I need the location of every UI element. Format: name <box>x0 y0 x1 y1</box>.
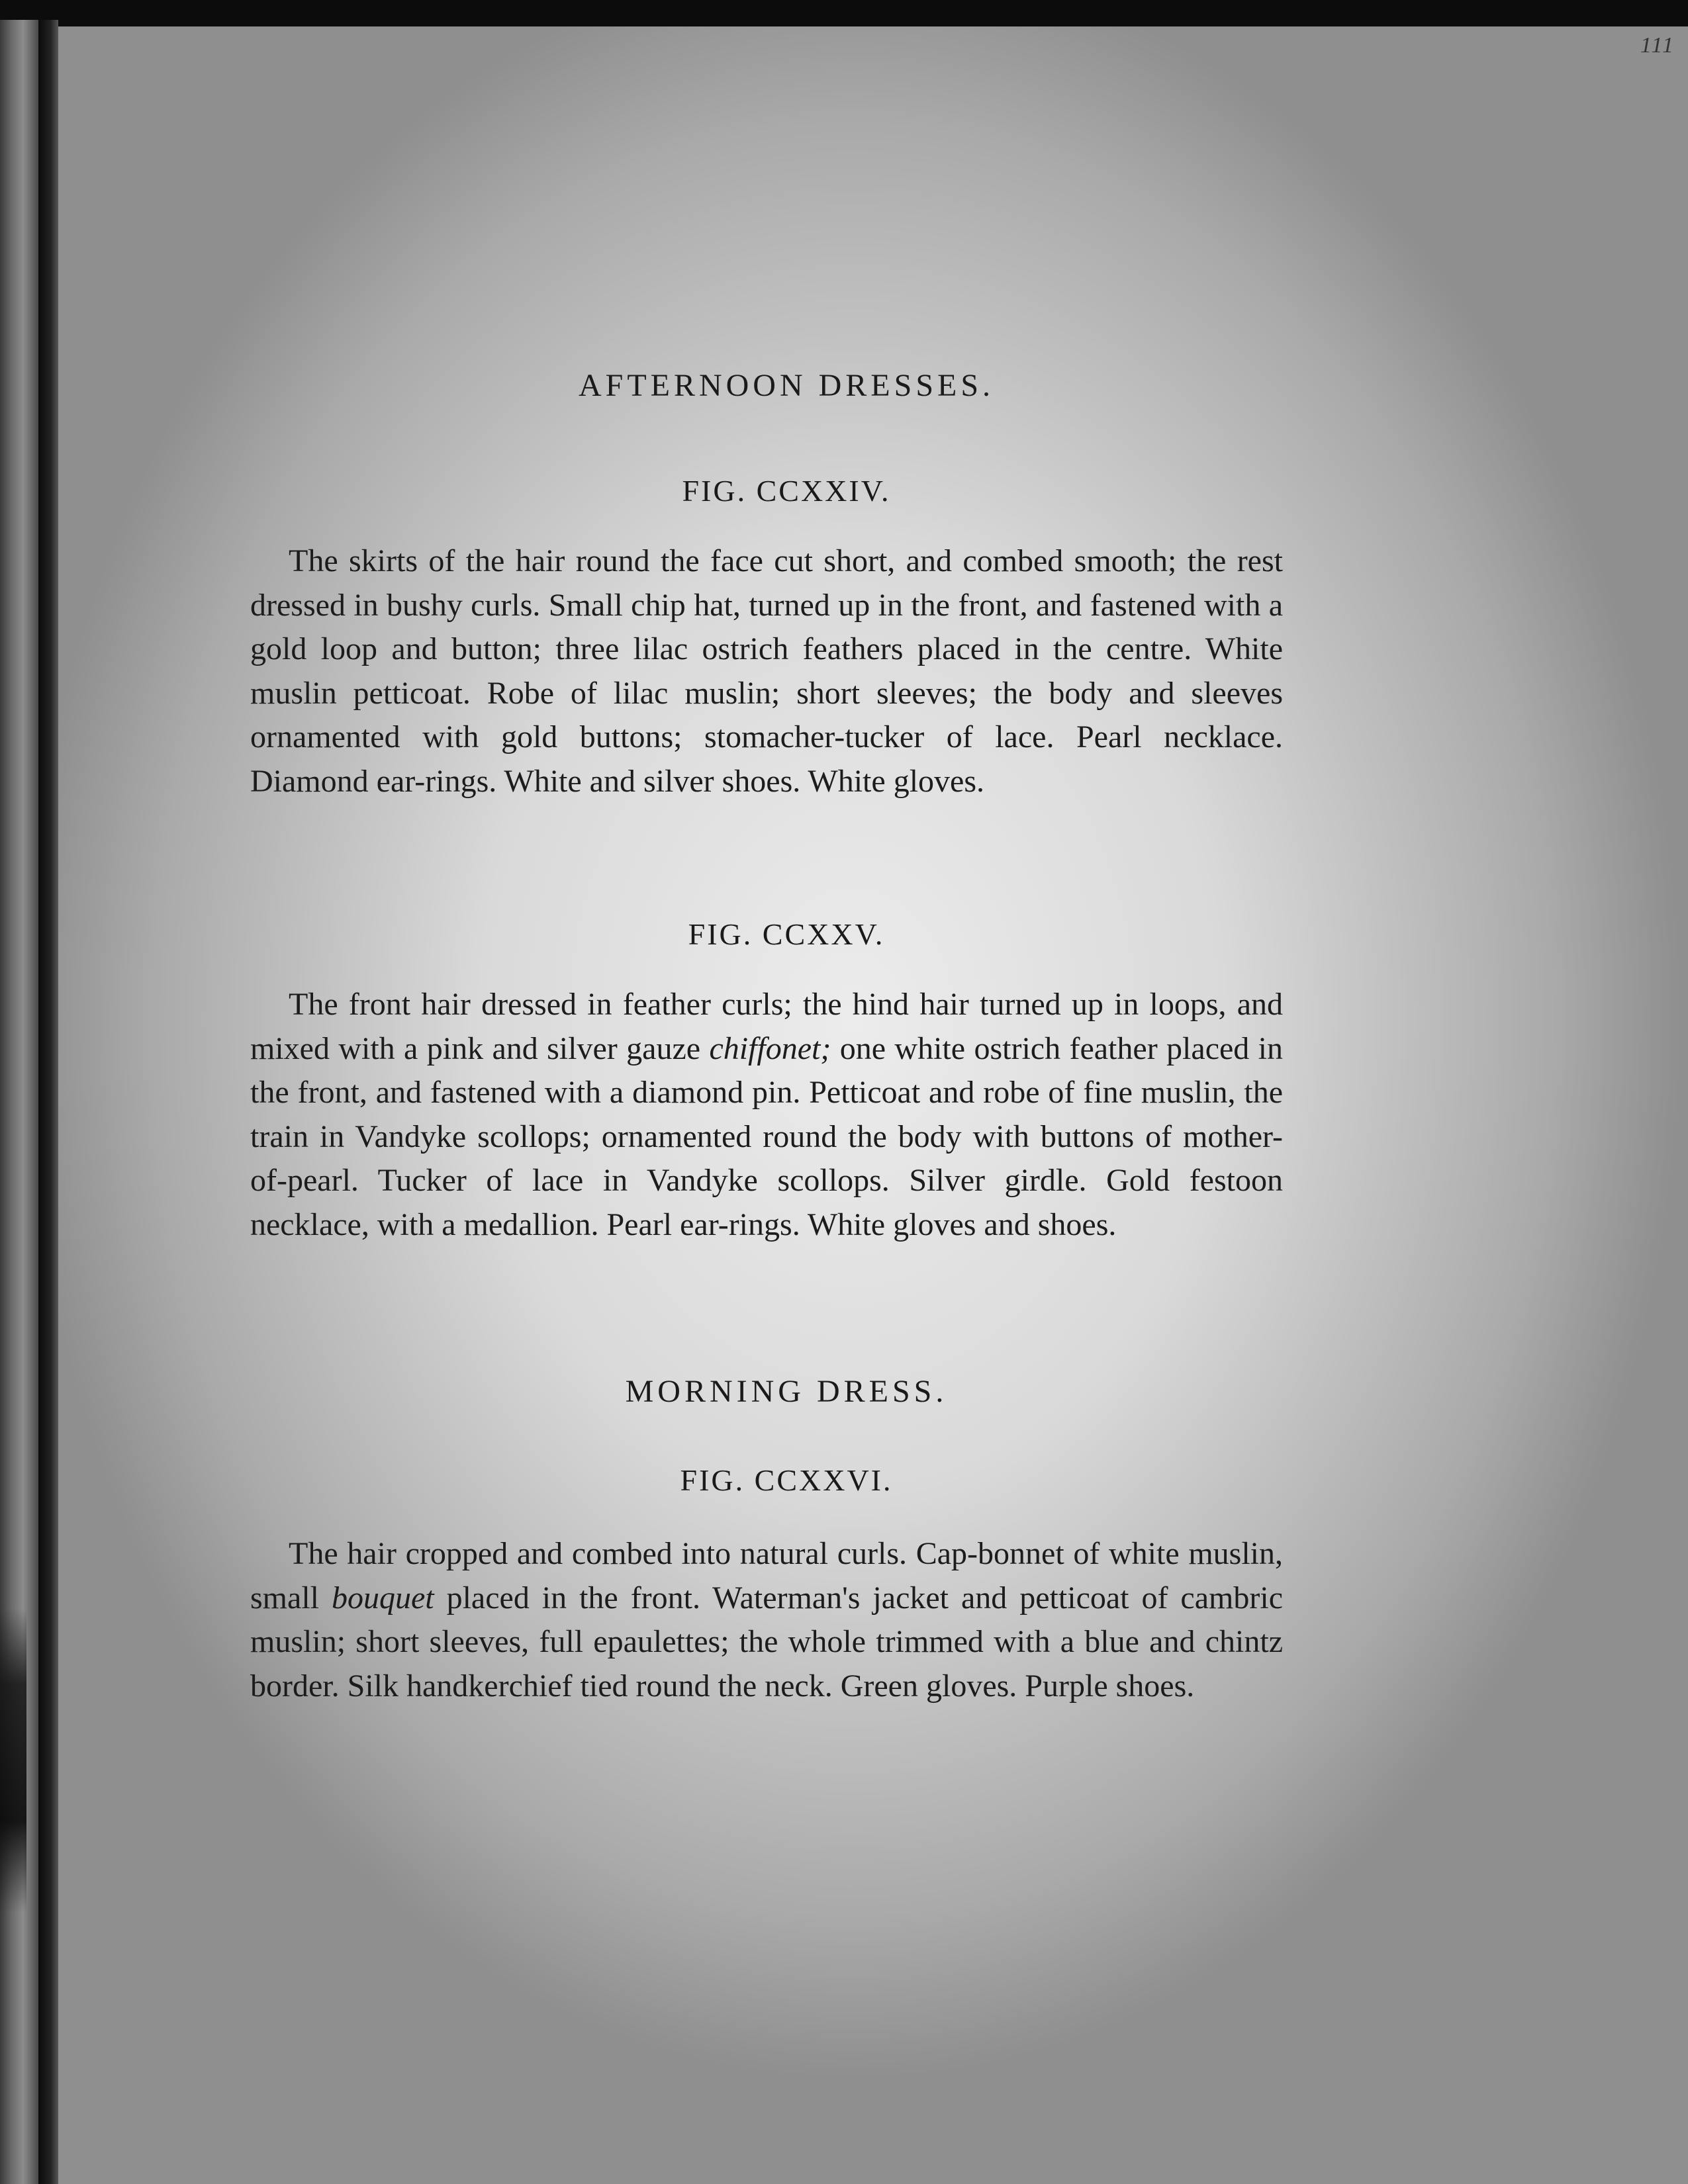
page-smudge <box>0 1608 26 1913</box>
description-text-part: The front hair dressed in feather curls; the hind hair turned up in loops, and mixed with a pink and silver gauze <box>250 987 1283 1066</box>
book-spine-gap <box>38 20 58 2184</box>
figure-label-ccxxv: FIG. CCXXV. <box>688 917 885 951</box>
italic-term-chiffonet: chiffonet; <box>709 1030 831 1066</box>
figure-label-ccxxvi: FIG. CCXXVI. <box>680 1463 893 1497</box>
page-number: 111 <box>1640 33 1675 58</box>
figure-label-ccxxiv: FIG. CCXXIV. <box>682 474 891 508</box>
book-page <box>58 26 1688 2184</box>
figure-description-ccxxvi <box>250 1532 1283 1708</box>
description-text-part: one white ostrich feather placed in the front, and fastened with a diamond pin. Petticoat and robe of fine muslin, the train in Vandyke scollops; ornamented round the body with buttons of mother-of-pearl. Tucker of lace in Vandyke scollops. Silver girdle. Gold festoon necklace, with a medallion. Pearl ear-rings. White gloves and shoes. <box>250 1030 1284 1242</box>
description-text-part: placed in the front. Waterman's jacket and petticoat of cambric muslin; short sleeves, full epaulettes; the whole trimmed with a blue and chintz border. Silk handkerchief tied round the neck. Green gloves. Purple shoes. <box>250 1580 1283 1704</box>
section-title-afternoon-dresses: AFTERNOON DRESSES. <box>578 368 995 403</box>
figure-description-ccxxiv: The skirts of the hair round the face cut short, and combed smooth; the rest dressed in bushy curls. Small chip hat, turned up in the front, and fastened with a gold loop and button; three lilac ostrich feathers placed in the centre. White muslin petticoat. Robe of lilac muslin; short sleeves; the body and sleeves ornamented with gold buttons; stomacher-tucker of lace. Pearl necklace. Diamond ear-rings. White and silver shoes. White gloves. <box>250 543 1283 799</box>
description-text-part: The hair cropped and combed into natural curls. Cap-bonnet of white muslin, small <box>250 1536 1283 1615</box>
section-title-morning-dress: MORNING DRESS. <box>625 1374 948 1409</box>
italic-term-bouquet: bouquet <box>331 1580 434 1615</box>
scan-top-edge <box>0 0 1688 26</box>
page-content <box>58 26 1688 2184</box>
adjacent-page-edge <box>0 20 38 2184</box>
figure-description-ccxxv <box>250 983 1283 1247</box>
